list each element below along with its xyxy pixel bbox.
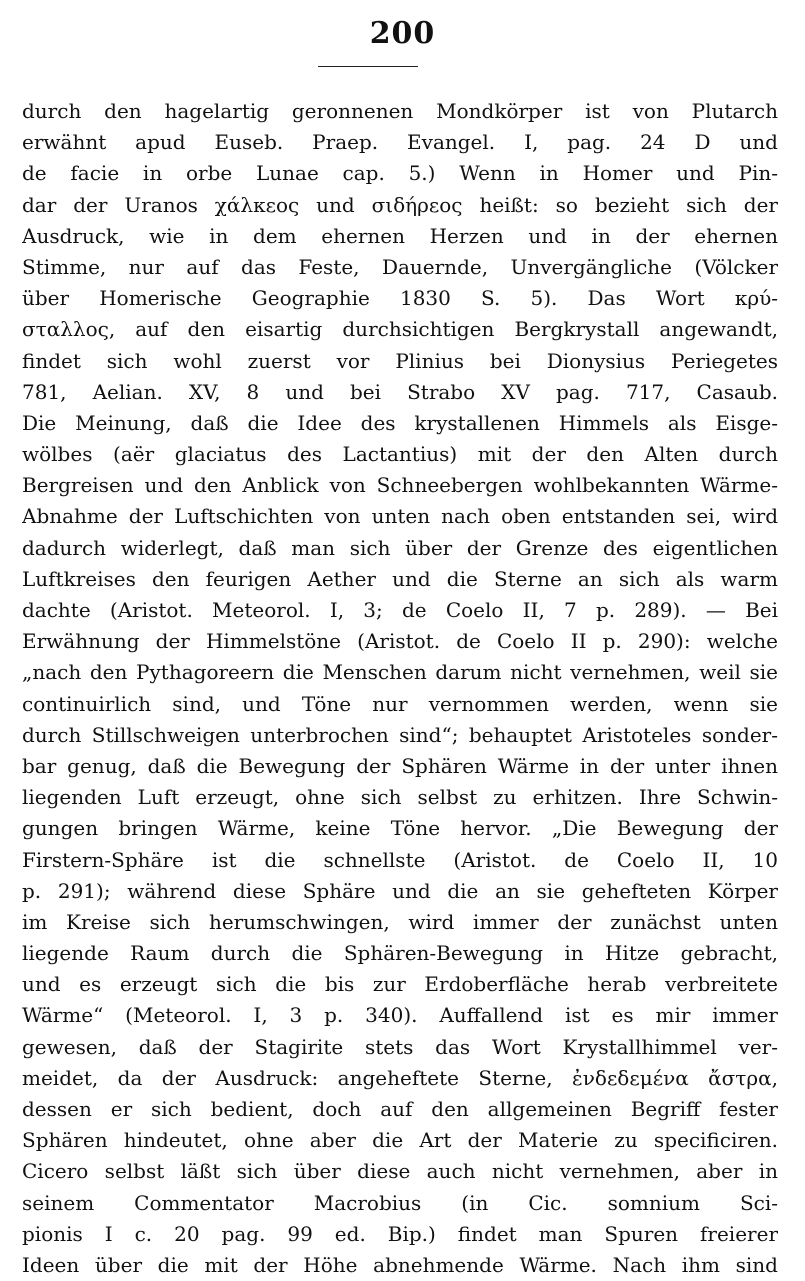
text-line: p. 291); während diese Sphäre und die an sie gehefteten Körper: [22, 878, 778, 903]
text-line: bar genug, daß die Bewegung der Sphären Wärme in der unter ihnen: [22, 753, 778, 778]
text-line: Stimme, nur auf das Feste, Dauernde, Unvergängliche (Völcker: [22, 254, 778, 279]
text-line: Erwähnung der Himmelstöne (Aristot. de Coelo II p. 290): welche: [22, 629, 778, 654]
text-line: Bergreisen und den Anblick von Schneebergen wohlbekannten Wärme-: [22, 473, 778, 498]
text-line: durch Stillschweigen unterbrochen sind“; behauptet Aristoteles sonder-: [22, 722, 778, 747]
text-line: pionis I c. 20 pag. 99 ed. Bip.) findet man Spuren freierer: [22, 1221, 778, 1246]
text-line: meidet, da der Ausdruck: angeheftete Sterne, ἐνδεδεμένα ἄστρα,: [22, 1065, 778, 1090]
text-line: σταλλος, auf den eisartig durchsichtigen Bergkrystall angewandt,: [22, 317, 778, 342]
text-line: Luftkreises den feurigen Aether und die Sterne an sich als warm: [22, 566, 778, 591]
text-line: Sphären hindeutet, ohne aber die Art der Materie zu specificiren.: [22, 1128, 778, 1153]
text-line: im Kreise sich herumschwingen, wird immer der zunächst unten: [22, 909, 778, 934]
text-line: Abnahme der Luftschichten von unten nach oben entstanden sei, wird: [22, 504, 778, 529]
text-line: Die Meinung, daß die Idee des krystallenen Himmels als Eisge-: [22, 410, 778, 435]
header-rule: [318, 66, 418, 67]
text-line: dar der Uranos χάλκεος und σιδήρεος heißt: so bezieht sich der: [22, 192, 778, 217]
text-line: gewesen, daß der Stagirite stets das Wort Krystallhimmel ver-: [22, 1034, 778, 1059]
text-line: dessen er sich bedient, doch auf den allgemeinen Begriff fester: [22, 1097, 778, 1121]
text-line: Ausdruck, wie in dem ehernen Herzen und in der ehernen: [22, 223, 778, 248]
text-line: Cicero selbst läßt sich über diese auch nicht vernehmen, aber in: [22, 1159, 778, 1184]
page-number: 200: [369, 16, 436, 51]
text-line: findet sich wohl zuerst vor Plinius bei Dionysius Periegetes: [22, 348, 778, 373]
text-line: durch den hagelartig geronnenen Mondkörper ist von Plutarch: [22, 99, 778, 123]
text-line: über Homerische Geographie 1830 S. 5). Das Wort κρύ-: [22, 286, 778, 311]
text-line: wölbes (aër glaciatus des Lactantius) mit der den Alten durch: [22, 442, 778, 467]
text-line: liegende Raum durch die Sphären-Bewegung in Hitze gebracht,: [22, 941, 778, 966]
text-line: Firstern-Sphäre ist die schnellste (Aristot. de Coelo II, 10: [22, 847, 778, 872]
text-line: liegenden Luft erzeugt, ohne sich selbst zu erhitzen. Ihre Schwin-: [22, 785, 778, 810]
body-text: [22, 96, 778, 1281]
text-line: de facie in orbe Lunae cap. 5.) Wenn in Homer und Pin-: [22, 161, 778, 186]
text-line: dachte (Aristot. Meteorol. I, 3; de Coelo II, 7 p. 289). — Bei: [22, 598, 778, 622]
text-line: und es erzeugt sich die bis zur Erdoberfläche herab verbreitete: [22, 972, 778, 997]
text-line: Wärme“ (Meteorol. I, 3 p. 340). Auffallend ist es mir immer: [22, 1003, 778, 1028]
text-line: gungen bringen Wärme, keine Töne hervor. „Die Bewegung der: [22, 816, 778, 841]
text-line: seinem Commentator Macrobius (in Cic. somnium Sci-: [22, 1190, 778, 1215]
text-line: continuirlich sind, und Töne nur vernommen werden, wenn sie: [22, 691, 778, 716]
text-line: „nach den Pythagoreern die Menschen darum nicht vernehmen, weil sie: [22, 660, 778, 685]
text-line: dadurch widerlegt, daß man sich über der Grenze des eigentlichen: [22, 535, 778, 560]
text-line: Ideen über die mit der Höhe abnehmende Wärme. Nach ihm sind: [22, 1252, 778, 1277]
text-line: erwähnt apud Euseb. Praep. Evangel. I, pag. 24 D und: [22, 130, 778, 155]
text-line: 781, Aelian. XV, 8 und bei Strabo XV pag. 717, Casaub.: [22, 379, 778, 404]
